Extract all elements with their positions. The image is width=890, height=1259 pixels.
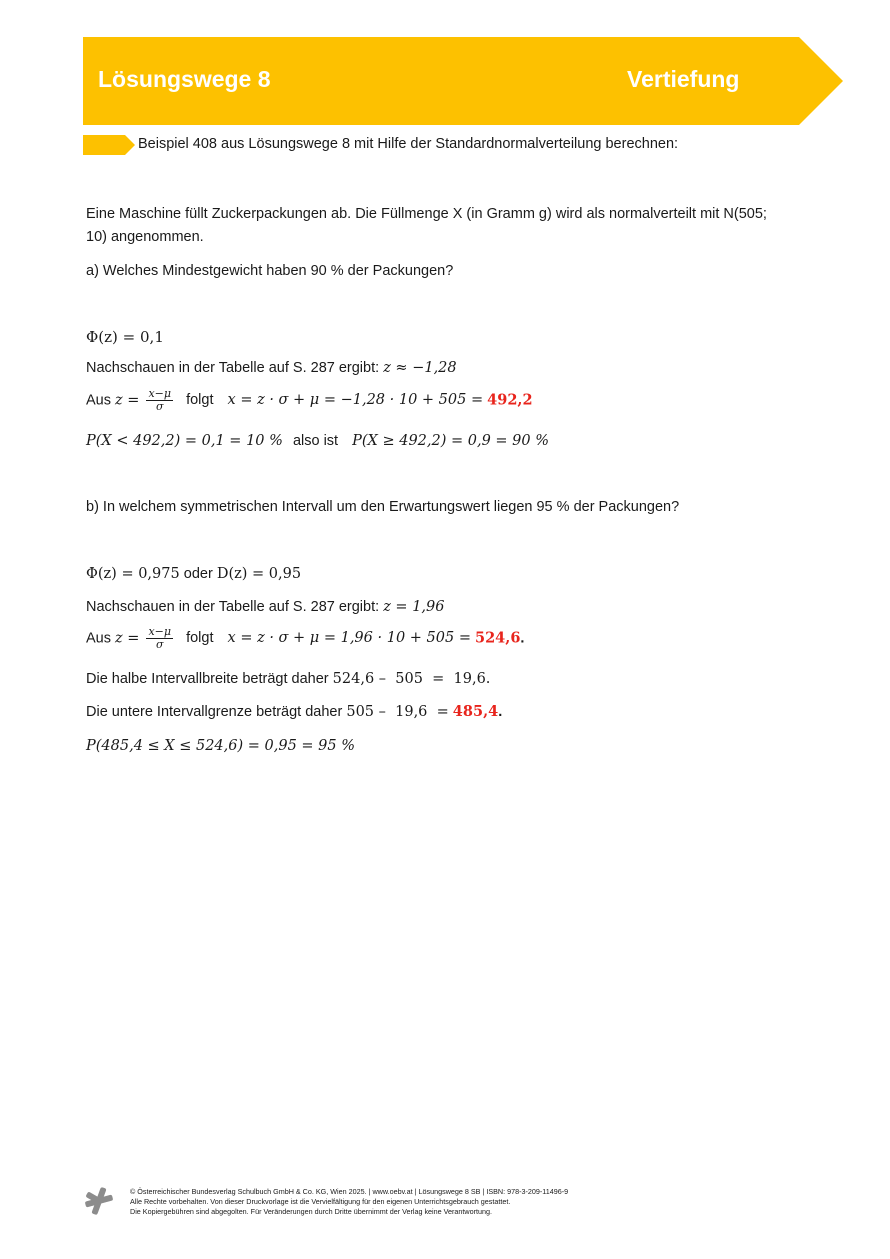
- lower-result-b: 485,4: [452, 703, 499, 720]
- calc-b: x = z · σ + μ = 1,96 · 10 + 505 =: [227, 630, 471, 647]
- question-b: b) In welchem symmetrischen Intervall um den Erwartungswert liegen 95 % der Packungen?: [86, 499, 680, 515]
- publisher-logo-icon: [84, 1186, 114, 1216]
- result-a: 492,2: [487, 391, 533, 409]
- footer-line-2: Alle Rechte vorbehalten. Von dieser Druckvorlage ist die Vervielfältigung für den eigenen Unterrichtsgebrauch gestattet.: [130, 1197, 511, 1206]
- section-title: Vertiefung: [627, 66, 740, 92]
- also-a: also ist: [292, 433, 339, 449]
- phi-b: [86, 563, 301, 585]
- aus-a: Aus: [86, 392, 111, 409]
- lookup-a: [86, 357, 457, 379]
- final-prob-b: P(485,4 ≤ X ≤ 524,6) = 0,95 = 95 %: [86, 738, 356, 754]
- lookup-a-math: z ≈ −1,28: [383, 360, 457, 376]
- prob-a-1: P(X < 492,2) = 0,1 = 10 %: [86, 433, 283, 449]
- formula-a: [86, 388, 533, 413]
- result-b: 524,6: [475, 629, 521, 647]
- lookup-b-math: z = 1,96: [383, 599, 445, 615]
- fraction-a-num: x−μ: [148, 387, 172, 400]
- arrow-tag-icon: [83, 135, 135, 155]
- half-math-b: 524,6 – 505 = 19,6.: [332, 671, 491, 687]
- phi-a: Φ(z) = 0,1: [86, 328, 164, 346]
- problem-line-2: 10) angenommen.: [86, 229, 204, 245]
- d-b: D(z) = 0,95: [216, 566, 302, 582]
- fraction-a: [146, 388, 173, 413]
- footer-line-3: Die Kopiergebühren sind abgegolten. Für Veränderungen durch Dritte übernimmt der Verlag keine Verantwortung.: [130, 1207, 492, 1216]
- lookup-b-text: Nachschauen in der Tabelle auf S. 287 ergibt:: [86, 599, 380, 615]
- aus-b: Aus: [86, 630, 111, 647]
- lower-text-b: Die untere Intervallgrenze beträgt daher: [86, 704, 343, 720]
- prob-a: [86, 430, 549, 452]
- folgt-b: folgt: [186, 630, 214, 647]
- lookup-a-text: Nachschauen in der Tabelle auf S. 287 ergibt:: [86, 360, 380, 376]
- half-width-b: [86, 668, 490, 690]
- problem-line-1: Eine Maschine füllt Zuckerpackungen ab. Die Füllmenge X (in Gramm g) wird als normalverteilt mit N(505;: [86, 206, 767, 222]
- z-eq-b: z =: [115, 630, 140, 647]
- lookup-b: [86, 596, 444, 618]
- fraction-b: [146, 626, 173, 651]
- brand-title: Lösungswege 8: [98, 66, 271, 92]
- question-a: a) Welches Mindestgewicht haben 90 % der Packungen?: [86, 263, 454, 279]
- lower-bound-b: Die untere Intervallgrenze beträgt daher 505 – 19,6 = 485,4.: [86, 703, 503, 720]
- calc-a: x = z · σ + μ = −1,28 · 10 + 505 =: [227, 392, 484, 409]
- intro-text: Beispiel 408 aus Lösungswege 8 mit Hilfe der Standardnormalverteilung berechnen:: [138, 136, 679, 152]
- oder-b: oder: [183, 566, 213, 582]
- formula-b: Aus z = $\frac{x-\mu}{\sigma}$ folgt x = z · σ + μ = 1,96 · 10 + 505 = 524,6.: [86, 625, 525, 651]
- fraction-a-den: σ: [156, 400, 164, 413]
- folgt-a: folgt: [186, 392, 214, 409]
- fraction-b-num: x−μ: [148, 625, 172, 638]
- lower-math-b: 505 – 19,6 =: [346, 704, 449, 720]
- prob-a-2: P(X ≥ 492,2) = 0,9 = 90 %: [352, 433, 550, 449]
- half-text-b: Die halbe Intervallbreite beträgt daher: [86, 671, 329, 687]
- z-eq-a: z =: [115, 392, 140, 409]
- footer-line-1: © Österreichischer Bundesverlag Schulbuch GmbH & Co. KG, Wien 2025. | www.oebv.at | Lösungswege 8 SB | ISBN: 978-3-209-11496-9: [130, 1187, 569, 1196]
- fraction-b-den: σ: [156, 638, 164, 651]
- footer: [130, 1187, 568, 1217]
- phi-b-value: Φ(z) = 0,975: [86, 566, 180, 582]
